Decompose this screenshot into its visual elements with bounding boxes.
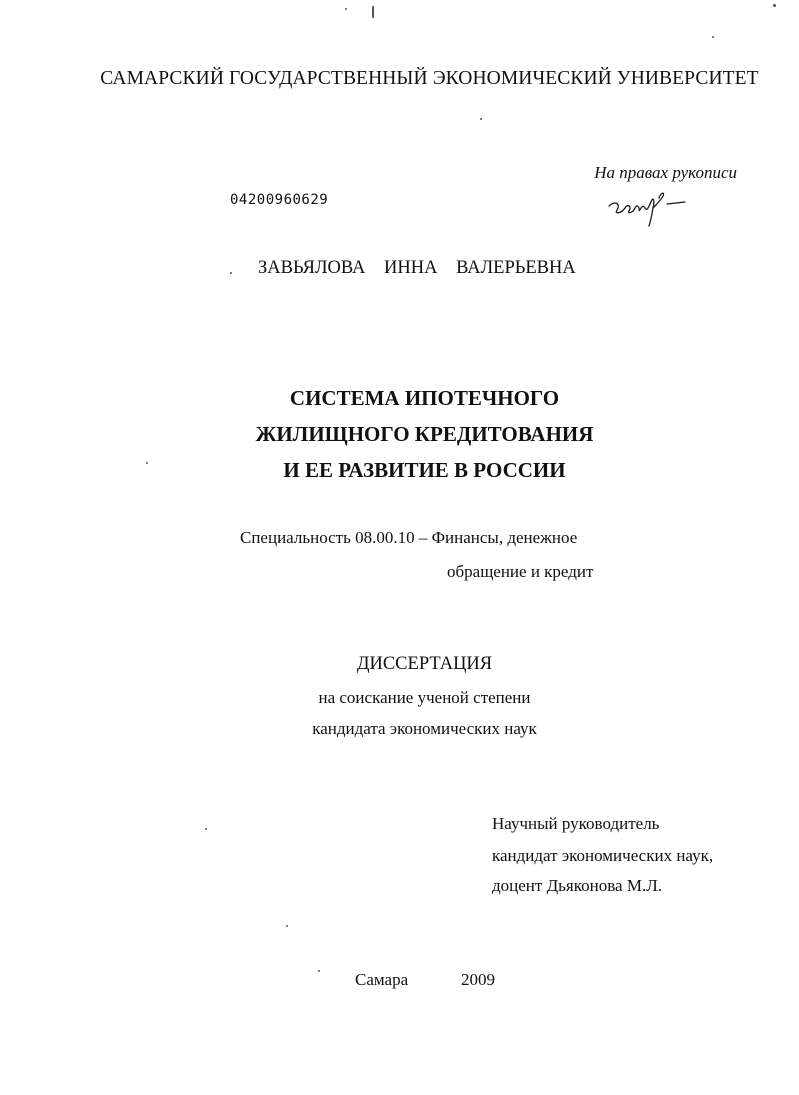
title-line-3: И ЕЕ РАЗВИТИЕ В РОССИИ bbox=[283, 458, 566, 482]
manuscript-note: На правах рукописи bbox=[594, 163, 737, 182]
dissertation-heading: ДИССЕРТАЦИЯ bbox=[356, 654, 493, 674]
scan-speck bbox=[773, 4, 776, 7]
document-number: 04200960629 bbox=[230, 192, 329, 208]
title-line-1: СИСТЕМА ИПОТЕЧНОГО bbox=[289, 386, 560, 410]
scan-speck bbox=[318, 970, 320, 972]
author-name: ЗАВЬЯЛОВА ИННА ВАЛЕРЬЕВНА bbox=[258, 258, 576, 278]
scan-speck bbox=[480, 118, 482, 120]
scan-speck bbox=[205, 828, 207, 830]
degree-line-1: на соискание ученой степени bbox=[318, 688, 531, 707]
supervisor-line-1: Научный руководитель bbox=[492, 814, 660, 833]
city: Самара bbox=[355, 970, 409, 989]
scan-speck bbox=[372, 6, 374, 18]
specialty-line-1: Специальность 08.00.10 – Финансы, денежное bbox=[240, 528, 578, 547]
scan-speck bbox=[230, 272, 232, 274]
scan-speck bbox=[146, 462, 148, 464]
scan-speck bbox=[712, 36, 714, 38]
university-name: САМАРСКИЙ ГОСУДАРСТВЕННЫЙ ЭКОНОМИЧЕСКИЙ УНИВЕРСИТЕТ bbox=[100, 68, 759, 89]
scan-speck bbox=[345, 8, 347, 10]
specialty-line-2: обращение и кредит bbox=[447, 562, 594, 581]
dissertation-title bbox=[0, 380, 799, 488]
supervisor-line-2: кандидат экономических наук, bbox=[492, 846, 714, 865]
handwritten-signature bbox=[605, 186, 695, 234]
scan-speck bbox=[286, 925, 288, 927]
degree-line-2: кандидата экономических наук bbox=[312, 719, 537, 738]
year: 2009 bbox=[461, 970, 495, 989]
supervisor-line-3: доцент Дьяконова М.Л. bbox=[492, 876, 662, 895]
title-line-2: ЖИЛИЩНОГО КРЕДИТОВАНИЯ bbox=[255, 422, 594, 446]
